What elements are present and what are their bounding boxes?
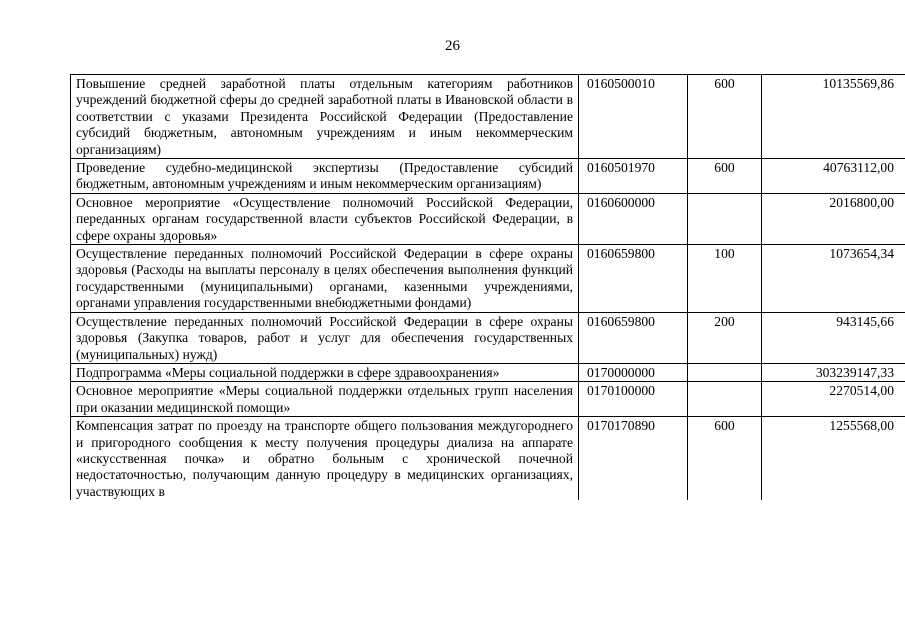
row-description: Подпрограмма «Меры социальной поддержки в сфере здравоохранения» — [71, 363, 579, 381]
row-target-code: 0160501970 — [579, 159, 688, 194]
table-row — [71, 363, 905, 381]
table-row — [71, 312, 905, 363]
row-target-code: 0170170890 — [579, 417, 688, 501]
row-description: Компенсация затрат по проезду на транспорте общего пользования междугороднего и пригородного сообщения к месту получения процедуры диализа на аппарате «искусственная почка» и обратно больным с хронической почечной недостаточностью, получающим данную процедуру в медицинских организациях, участвующих в — [71, 417, 579, 501]
table-row — [71, 75, 905, 159]
row-target-code: 0170100000 — [579, 382, 688, 417]
row-description: Основное мероприятие «Меры социальной поддержки отдельных групп населения при оказании медицинской помощи» — [71, 382, 579, 417]
table-row — [71, 382, 905, 417]
row-amount: 40763112,00 — [762, 159, 905, 194]
row-amount: 1255568,00 — [762, 417, 905, 501]
row-description: Основное мероприятие «Осуществление полномочий Российской Федерации, переданных органам государственной власти субъектов Российской Федерации, в сфере охраны здоровья» — [71, 193, 579, 244]
row-description: Повышение средней заработной платы отдельным категориям работников учреждений бюджетной сферы до средней заработной платы в Ивановской области в соответствии с указами Президента Российской Федерации (Предоставление субсидий бюджетным, автономным учреждениям и иным некоммерческим организациям) — [71, 75, 579, 159]
row-expense-type — [688, 193, 762, 244]
row-target-code: 0160500010 — [579, 75, 688, 159]
page-number: 26 — [445, 38, 460, 54]
row-target-code: 0160659800 — [579, 312, 688, 363]
row-description: Осуществление переданных полномочий Российской Федерации в сфере охраны здоровья (Закупка товаров, работ и услуг для обеспечения государственных (муниципальных) нужд) — [71, 312, 579, 363]
row-description: Проведение судебно-медицинской экспертизы (Предоставление субсидий бюджетным, автономным учреждениям и иным некоммерческим организациям) — [71, 159, 579, 194]
row-amount: 2270514,00 — [762, 382, 905, 417]
row-target-code: 0160659800 — [579, 245, 688, 313]
row-amount: 303239147,33 — [762, 363, 905, 381]
table-row — [71, 417, 905, 501]
row-amount: 2016800,00 — [762, 193, 905, 244]
row-target-code: 0170000000 — [579, 363, 688, 381]
budget-allocation-table — [70, 74, 905, 500]
row-expense-type — [688, 382, 762, 417]
row-amount: 1073654,34 — [762, 245, 905, 313]
row-expense-type — [688, 363, 762, 381]
table-row — [71, 159, 905, 194]
row-amount: 943145,66 — [762, 312, 905, 363]
row-expense-type: 600 — [688, 159, 762, 194]
row-expense-type: 600 — [688, 75, 762, 159]
row-expense-type: 100 — [688, 245, 762, 313]
row-description: Осуществление переданных полномочий Российской Федерации в сфере охраны здоровья (Расходы на выплаты персоналу в целях обеспечения выполнения функций государственными (муниципальными) органами, казенными учреждениями, органами управления государственными внебюджетными фондами) — [71, 245, 579, 313]
row-expense-type: 200 — [688, 312, 762, 363]
table-row — [71, 193, 905, 244]
row-target-code: 0160600000 — [579, 193, 688, 244]
table-row — [71, 245, 905, 313]
row-expense-type: 600 — [688, 417, 762, 501]
row-amount: 10135569,86 — [762, 75, 905, 159]
